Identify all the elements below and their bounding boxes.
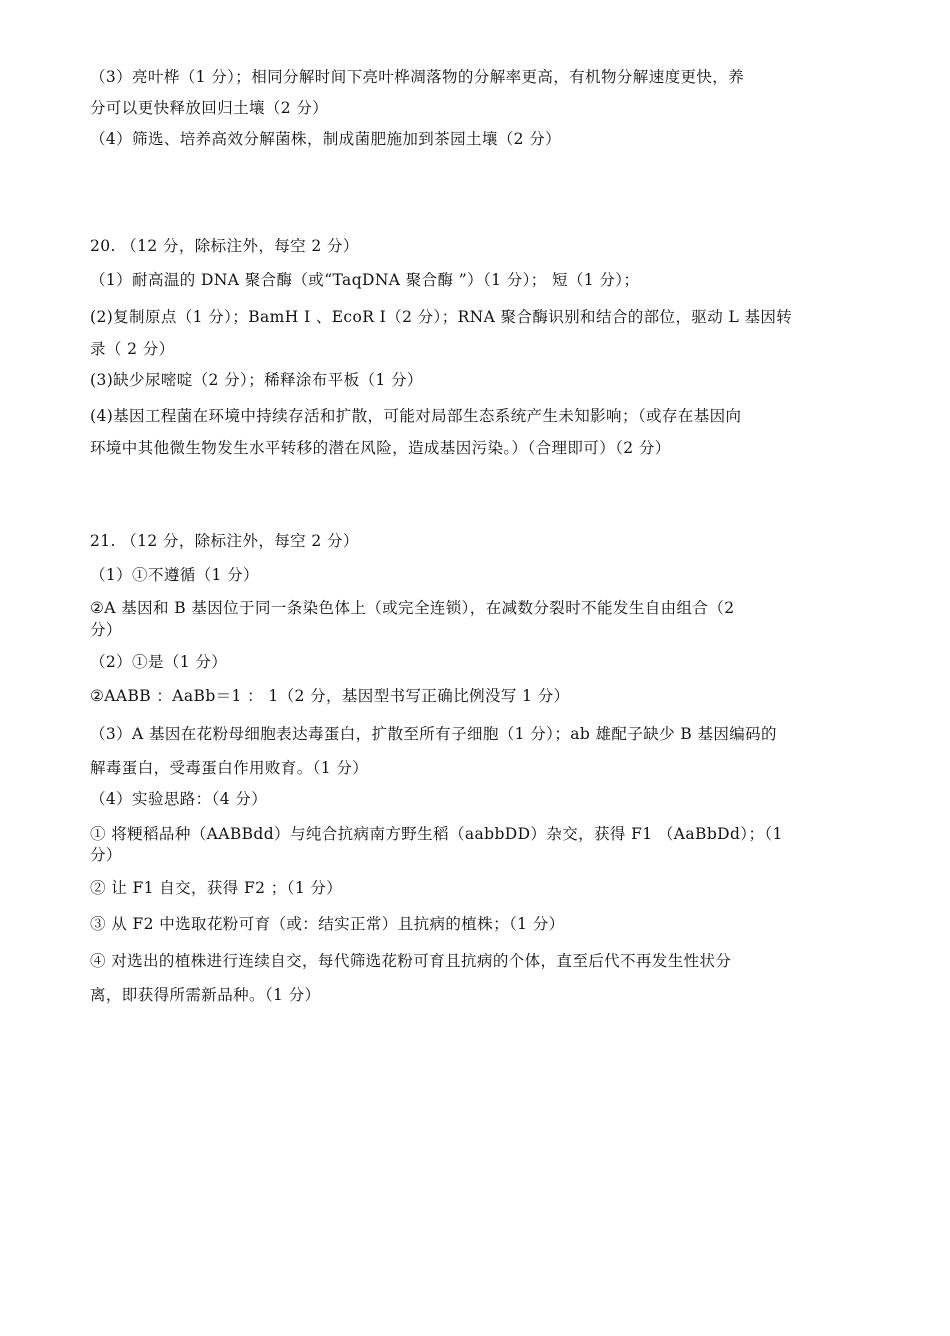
question-20-heading: 20. （12 分，除标注外，每空 2 分） <box>90 237 359 255</box>
answer-line-q19-4: （4）筛选、培养高效分解菌株，制成菌肥施加到茶园土壤（2 分） <box>90 130 562 148</box>
answer-line-q21-1b: ②A 基因和 B 基因位于同一条染色体上（或完全连锁），在减数分裂时不能发生自由组合（2 <box>90 599 735 617</box>
answer-line-q20-4a: (4)基因工程菌在环境中持续存活和扩散，可能对局部生态系统产生未知影响；（或存在基因向 <box>90 407 742 425</box>
answer-line-q21-4-step4b: 离，即获得所需新品种。（1 分） <box>90 986 321 1004</box>
answer-line-q21-4-heading: （4）实验思路：（4 分） <box>90 790 268 808</box>
answer-line-q21-4-step4a: ④ 对选出的植株进行连续自交，每代筛选花粉可育且抗病的个体，直至后代不再发生性状分 <box>90 952 732 970</box>
answer-line-q21-2a: （2）①是（1 分） <box>90 653 228 671</box>
answer-line-q21-4-step1a: ① 将粳稻品种（AABBdd）与纯合抗病南方野生稻（aabbDD）杂交，获得 F1 （AaBbDd）；（1 <box>90 825 783 843</box>
answer-line-q19-3a: （3）亮叶桦（1 分）；相同分解时间下亮叶桦凋落物的分解率更高，有机物分解速度更快，养 <box>90 68 745 86</box>
answer-line-q20-3: (3)缺少尿嘧啶（2 分）；稀释涂布平板（1 分） <box>90 371 423 389</box>
answer-line-q21-1a: （1）①不遵循（1 分） <box>90 566 259 584</box>
answer-line-q20-1: （1）耐高温的 DNA 聚合酶（或“TaqDNA 聚合酶 ”）（1 分）； 短（1 分）； <box>90 271 640 289</box>
answer-line-q21-2b: ②AABB ：AaBb＝1 ： 1（2 分，基因型书写正确比例没写 1 分） <box>90 687 570 705</box>
answer-line-q20-4b: 环境中其他微生物发生水平转移的潜在风险，造成基因污染。）（合理即可）（2 分） <box>90 439 671 457</box>
answer-line-q20-2b: 录（ 2 分） <box>90 340 175 358</box>
answer-line-q21-3a: （3）A 基因在花粉母细胞表达毒蛋白，扩散至所有子细胞（1 分）；ab 雄配子缺少 B 基因编码的 <box>90 725 777 743</box>
answer-line-q21-4-step3: ③ 从 F2 中选取花粉可育（或：结实正常）且抗病的植株；（1 分） <box>90 915 565 933</box>
answer-line-q19-3b: 分可以更快释放回归土壤（2 分） <box>90 99 329 117</box>
answer-line-q21-4-step2: ② 让 F1 自交，获得 F2 ；（1 分） <box>90 879 343 897</box>
answer-line-q21-4-step1b: 分） <box>90 846 122 864</box>
question-21-heading: 21. （12 分，除标注外，每空 2 分） <box>90 532 359 550</box>
answer-line-q21-3b: 解毒蛋白，受毒蛋白作用败育。（1 分） <box>90 759 369 777</box>
answer-line-q21-1c: 分） <box>90 621 122 639</box>
answer-line-q20-2a: (2)复制原点（1 分）；BamH Ⅰ 、EcoR Ⅰ（2 分）；RNA 聚合酶识别和结合的部位，驱动 L 基因转 <box>90 308 793 326</box>
